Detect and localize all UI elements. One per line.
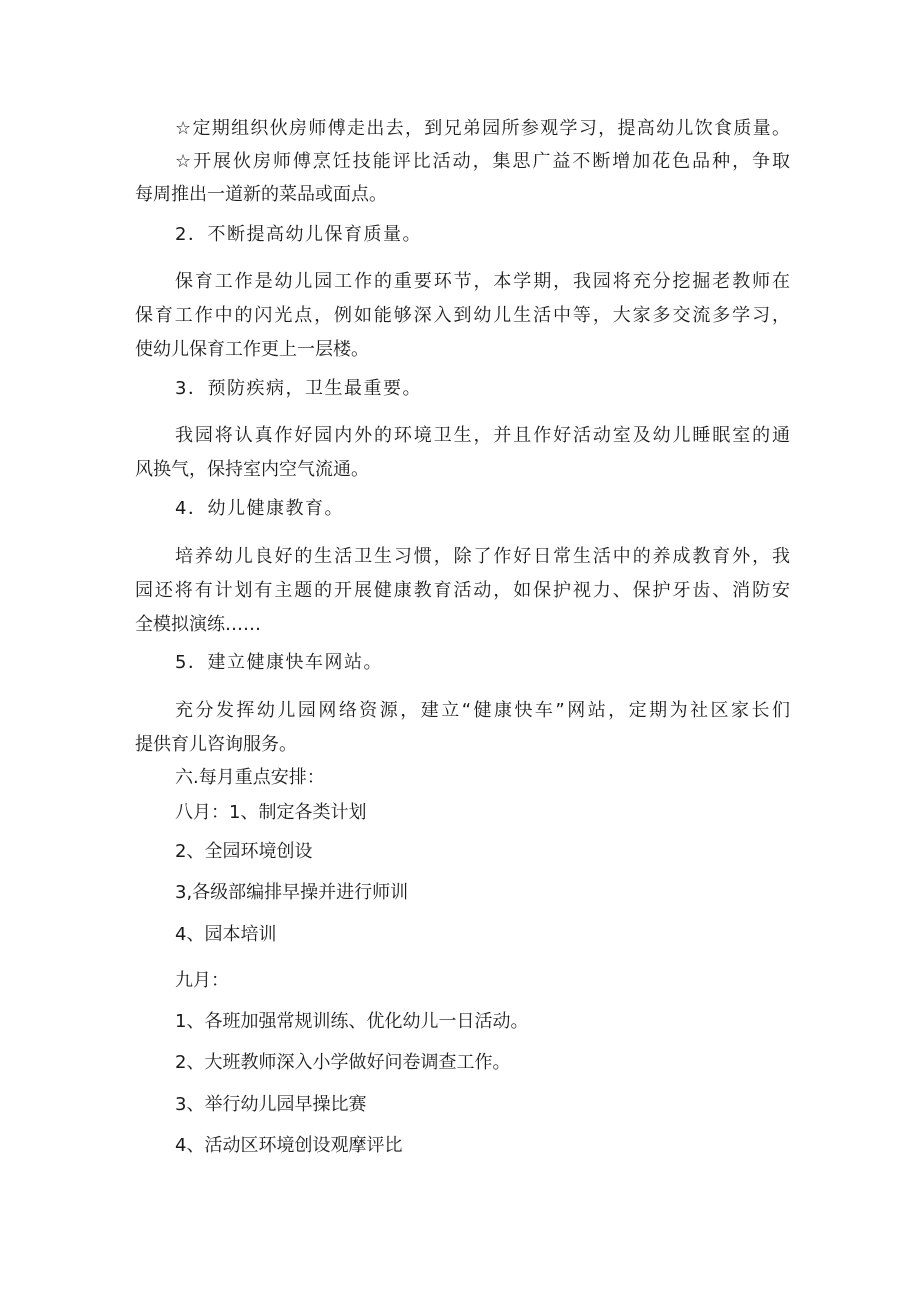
august-item-1: 八月：1、制定各类计划 bbox=[175, 802, 367, 823]
text-line-2: ☆开展伙房师傅烹饪技能评比活动，集思广益不断增加花色品种，争取 bbox=[175, 151, 790, 172]
section-heading-monthly: 六.每月重点安排： bbox=[175, 767, 325, 788]
august-item-2: 2、全园环境创设 bbox=[175, 841, 313, 862]
heading-item-3: 3．预防疾病，卫生最重要。 bbox=[175, 378, 422, 399]
heading-item-5: 5．建立健康快车网站。 bbox=[175, 652, 383, 673]
text-line-14: 全模拟演练…… bbox=[135, 614, 261, 635]
september-item-4: 4、活动区环境创设观摩评比 bbox=[175, 1135, 403, 1156]
august-item-3: 3,各级部编排早操并进行师训 bbox=[175, 882, 409, 903]
heading-item-4: 4．幼儿健康教育。 bbox=[175, 498, 344, 519]
september-heading: 九月： bbox=[175, 970, 229, 991]
text-line-10: 风换气，保持室内空气流通。 bbox=[135, 459, 369, 480]
text-line-12: 培养幼儿良好的生活卫生习惯，除了作好日常生活中的养成教育外，我 bbox=[175, 546, 790, 567]
august-item-4: 4、园本培训 bbox=[175, 924, 277, 945]
text-line-16: 充分发挥幼儿园网络资源，建立“健康快车”网站，定期为社区家长们 bbox=[175, 700, 790, 721]
text-line-13: 园还将有计划有主题的开展健康教育活动，如保护视力、保护牙齿、消防安 bbox=[135, 580, 790, 601]
text-line-3: 每周推出一道新的菜品或面点。 bbox=[135, 184, 387, 205]
text-line-5: 保育工作是幼儿园工作的重要环节，本学期，我园将充分挖掘老教师在 bbox=[175, 271, 790, 292]
text-line-1: ☆定期组织伙房师傅走出去，到兄弟园所参观学习，提高幼儿饮食质量。 bbox=[175, 118, 790, 139]
september-item-3: 3、举行幼儿园早操比赛 bbox=[175, 1094, 367, 1115]
text-line-6: 保育工作中的闪光点，例如能够深入到幼儿生活中等，大家多交流多学习， bbox=[135, 305, 790, 326]
text-line-17: 提供育儿咨询服务。 bbox=[135, 734, 297, 755]
text-line-7: 使幼儿保育工作更上一层楼。 bbox=[135, 339, 369, 360]
heading-item-2: 2．不断提高幼儿保育质量。 bbox=[175, 224, 422, 245]
september-item-1: 1、各班加强常规训练、优化幼儿一日活动。 bbox=[175, 1011, 529, 1032]
text-line-9: 我园将认真作好园内外的环境卫生，并且作好活动室及幼儿睡眠室的通 bbox=[175, 425, 790, 446]
september-item-2: 2、大班教师深入小学做好问卷调查工作。 bbox=[175, 1052, 511, 1073]
